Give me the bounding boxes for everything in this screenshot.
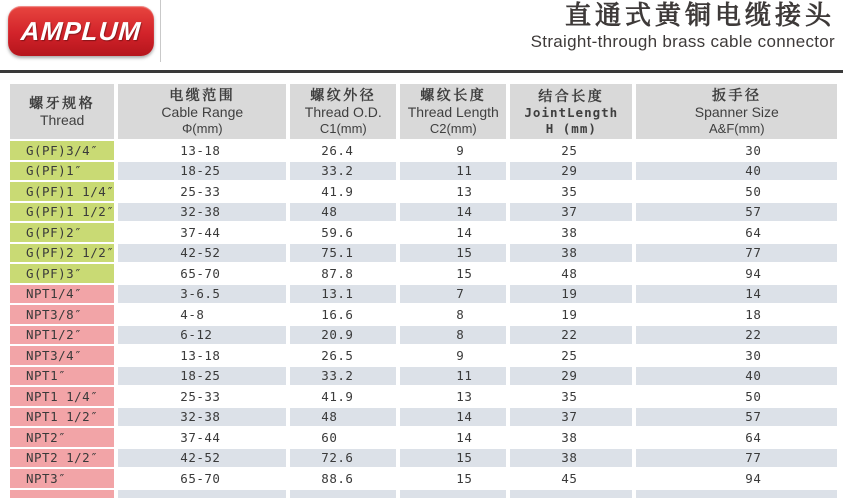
column-header-sub: Φ(mm): [181, 121, 223, 137]
column-header-sub: C2(mm): [429, 121, 477, 137]
value-cell: 64: [636, 223, 837, 242]
column-header-zh: 螺纹外径: [310, 86, 377, 103]
column-header-en: Thread O.D.: [304, 103, 382, 120]
value-cell: 42-52: [118, 244, 286, 263]
value-cell: 77: [636, 449, 837, 468]
value-cell: 48: [290, 203, 396, 222]
column-header-spanner-size: [636, 84, 837, 139]
table-row: [10, 408, 837, 427]
table-row: [10, 326, 837, 345]
value-cell: 32-38: [118, 203, 286, 222]
value-cell: 25: [510, 141, 632, 160]
column-header-en: Thread Length: [407, 103, 499, 120]
value-cell: 50: [636, 387, 837, 406]
table-row: [10, 367, 837, 386]
spec-table-body: [10, 141, 837, 488]
logo-text: AMPLUM: [19, 15, 143, 46]
table-row: [10, 182, 837, 201]
value-cell: 3-6.5: [118, 285, 286, 304]
spec-table: [6, 82, 841, 500]
value-cell: 13: [400, 182, 506, 201]
value-cell: 32-38: [118, 408, 286, 427]
thread-cell: NPT3/4″: [10, 346, 114, 365]
value-cell: 25-33: [118, 182, 286, 201]
value-cell: 35: [510, 387, 632, 406]
thread-cell: G(PF)2 1/2″: [10, 244, 114, 263]
value-cell: 29: [510, 367, 632, 386]
page-title-block: [531, 1, 835, 52]
value-cell: 25: [510, 346, 632, 365]
value-cell: 94: [636, 264, 837, 283]
thread-cell: G(PF)1″: [10, 162, 114, 181]
partial-thread-cell: [10, 490, 114, 498]
value-cell: 6-12: [118, 326, 286, 345]
value-cell: 30: [636, 346, 837, 365]
column-header-thread-od: [290, 84, 396, 139]
value-cell: 94: [636, 469, 837, 488]
value-cell: 59.6: [290, 223, 396, 242]
spec-table-header: [10, 84, 837, 139]
value-cell: 25-33: [118, 387, 286, 406]
value-cell: 15: [400, 469, 506, 488]
thread-cell: NPT3/8″: [10, 305, 114, 324]
value-cell: 33.2: [290, 162, 396, 181]
column-header-joint-length: [510, 84, 632, 139]
value-cell: 18: [636, 305, 837, 324]
thread-cell: NPT1 1/2″: [10, 408, 114, 427]
value-cell: 14: [400, 203, 506, 222]
value-cell: 64: [636, 428, 837, 447]
page-title-chinese: 直通式黄铜电缆接头: [564, 0, 835, 30]
table-row: [10, 285, 837, 304]
value-cell: 38: [510, 244, 632, 263]
table-row: [10, 162, 837, 181]
value-cell: 18-25: [118, 162, 286, 181]
value-cell: 65-70: [118, 469, 286, 488]
value-cell: 19: [510, 305, 632, 324]
partial-value-cell: [290, 490, 396, 498]
value-cell: 45: [510, 469, 632, 488]
value-cell: 38: [510, 223, 632, 242]
column-header-thread: [10, 84, 114, 139]
value-cell: 15: [400, 244, 506, 263]
value-cell: 57: [636, 203, 837, 222]
table-row: [10, 305, 837, 324]
value-cell: 14: [400, 408, 506, 427]
table-row: [10, 428, 837, 447]
value-cell: 13.1: [290, 285, 396, 304]
thread-cell: G(PF)1 1/2″: [10, 203, 114, 222]
value-cell: 37-44: [118, 428, 286, 447]
value-cell: 57: [636, 408, 837, 427]
value-cell: 48: [510, 264, 632, 283]
value-cell: 40: [636, 367, 837, 386]
column-header-en: Thread: [39, 111, 85, 128]
table-row: [10, 223, 837, 242]
value-cell: 14: [400, 223, 506, 242]
value-cell: 8: [400, 305, 506, 324]
value-cell: 37: [510, 203, 632, 222]
value-cell: 60: [290, 428, 396, 447]
value-cell: 9: [400, 141, 506, 160]
header-vertical-divider: [160, 0, 161, 62]
value-cell: 48: [290, 408, 396, 427]
thread-cell: G(PF)3/4″: [10, 141, 114, 160]
value-cell: 4-8: [118, 305, 286, 324]
column-header-zh: 螺牙规格: [29, 94, 96, 111]
value-cell: 26.5: [290, 346, 396, 365]
column-header-sub: H (mm): [545, 120, 597, 136]
value-cell: 14: [400, 428, 506, 447]
value-cell: 19: [510, 285, 632, 304]
value-cell: 41.9: [290, 387, 396, 406]
value-cell: 65-70: [118, 264, 286, 283]
partial-value-cell: [510, 490, 632, 498]
value-cell: 14: [636, 285, 837, 304]
column-header-zh: 电缆范围: [169, 86, 236, 103]
partial-value-cell: [400, 490, 506, 498]
thread-cell: NPT3″: [10, 469, 114, 488]
thread-cell: NPT2 1/2″: [10, 449, 114, 468]
thread-cell: G(PF)3″: [10, 264, 114, 283]
value-cell: 41.9: [290, 182, 396, 201]
table-row: [10, 244, 837, 263]
table-row: [10, 346, 837, 365]
value-cell: 38: [510, 428, 632, 447]
value-cell: 77: [636, 244, 837, 263]
column-header-en: Cable Range: [161, 103, 244, 120]
value-cell: 30: [636, 141, 837, 160]
value-cell: 29: [510, 162, 632, 181]
value-cell: 87.8: [290, 264, 396, 283]
column-header-zh: 结合长度: [538, 87, 605, 104]
amplum-logo: [8, 6, 154, 56]
header-rule: [0, 70, 843, 73]
value-cell: 37: [510, 408, 632, 427]
value-cell: 38: [510, 449, 632, 468]
thread-cell: G(PF)2″: [10, 223, 114, 242]
column-header-en: JointLength: [524, 104, 619, 120]
value-cell: 18-25: [118, 367, 286, 386]
partial-value-cell: [118, 490, 286, 498]
value-cell: 37-44: [118, 223, 286, 242]
value-cell: 42-52: [118, 449, 286, 468]
value-cell: 88.6: [290, 469, 396, 488]
table-row: [10, 387, 837, 406]
value-cell: 75.1: [290, 244, 396, 263]
value-cell: 50: [636, 182, 837, 201]
thread-cell: G(PF)1 1/4″: [10, 182, 114, 201]
value-cell: 35: [510, 182, 632, 201]
value-cell: 8: [400, 326, 506, 345]
value-cell: 33.2: [290, 367, 396, 386]
column-header-cable-range: [118, 84, 286, 139]
column-header-zh: 扳手径: [712, 86, 762, 103]
value-cell: 26.4: [290, 141, 396, 160]
column-header-sub: A&F(mm): [708, 121, 765, 137]
table-row: [10, 449, 837, 468]
value-cell: 20.9: [290, 326, 396, 345]
column-header-zh: 螺纹长度: [420, 86, 487, 103]
value-cell: 7: [400, 285, 506, 304]
thread-cell: NPT1/2″: [10, 326, 114, 345]
table-row: [10, 469, 837, 488]
value-cell: 40: [636, 162, 837, 181]
table-row: [10, 203, 837, 222]
value-cell: 16.6: [290, 305, 396, 324]
value-cell: 22: [510, 326, 632, 345]
value-cell: 11: [400, 367, 506, 386]
page-title-english: Straight-through brass cable connector: [530, 31, 835, 51]
thread-cell: NPT2″: [10, 428, 114, 447]
value-cell: 13-18: [118, 346, 286, 365]
value-cell: 11: [400, 162, 506, 181]
partial-row: [10, 490, 837, 498]
value-cell: 15: [400, 449, 506, 468]
partial-value-cell: [636, 490, 837, 498]
column-header-thread-length: [400, 84, 506, 139]
table-row: [10, 264, 837, 283]
value-cell: 22: [636, 326, 837, 345]
value-cell: 15: [400, 264, 506, 283]
thread-cell: NPT1″: [10, 367, 114, 386]
thread-cell: NPT1/4″: [10, 285, 114, 304]
value-cell: 13-18: [118, 141, 286, 160]
value-cell: 72.6: [290, 449, 396, 468]
value-cell: 9: [400, 346, 506, 365]
column-header-sub: C1(mm): [319, 121, 367, 137]
table-row: [10, 141, 837, 160]
value-cell: 13: [400, 387, 506, 406]
thread-cell: NPT1 1/4″: [10, 387, 114, 406]
column-header-en: Spanner Size: [694, 103, 779, 120]
